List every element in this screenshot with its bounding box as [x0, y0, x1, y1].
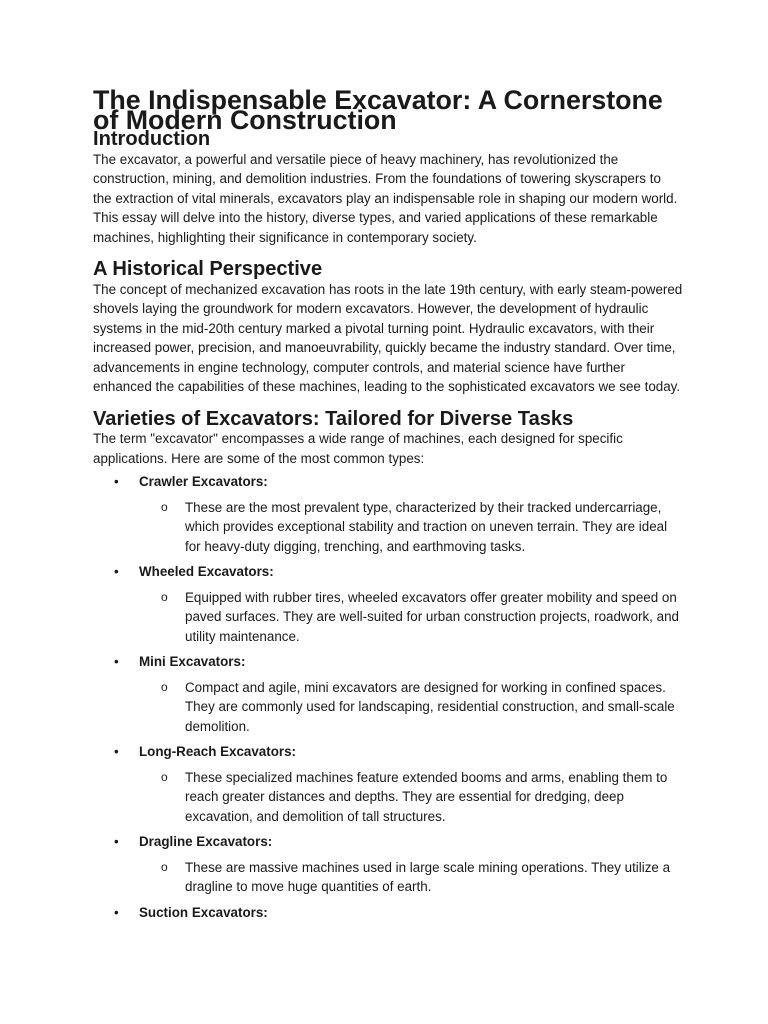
section-heading: Varieties of Excavators: Tailored for Diverse Tasks [93, 407, 574, 430]
type-name: Crawler Excavators: [139, 474, 268, 489]
bullet-icon: • [114, 654, 119, 669]
type-description: These are the most prevalent type, characterized by their tracked undercarriage, which provides exceptional stability and traction on uneven terrain. They are ideal for heavy-duty digging, trenching, and earthmoving tasks. [185, 499, 668, 554]
bullet-icon: • [114, 564, 119, 579]
list-item [93, 832, 683, 897]
sub-bullet-icon: o [161, 589, 168, 604]
sub-list-item [139, 768, 683, 827]
section-paragraph: The excavator, a powerful and versatile piece of heavy machinery, has revolutionized the construction, mining, and demolition industries. From the foundations of towering skyscrapers to the extraction of vital minerals, excavators play an indispensable role in shaping our modern world. This essay will delve into the history, diverse types, and varied applications of these remarkable machines, highlighting their significance in contemporary society. [93, 151, 678, 245]
bullet-icon: • [114, 474, 119, 489]
sub-bullet-icon: o [161, 859, 168, 874]
section-heading: A Historical Perspective [93, 258, 323, 280]
type-description: Compact and agile, mini excavators are designed for working in confined spaces. They are commonly used for landscaping, residential construction, and small-scale demolition. [185, 679, 675, 734]
type-name: Suction Excavators: [139, 904, 268, 920]
type-name: Long-Reach Excavators: [139, 744, 297, 759]
sub-bullet-icon: o [161, 769, 168, 784]
sub-list-item [139, 498, 683, 557]
list-item [93, 652, 683, 736]
sub-list-item [139, 858, 683, 897]
section-varieties [93, 407, 683, 923]
list-item [93, 562, 683, 646]
type-name: Mini Excavators: [139, 654, 246, 669]
section-heading: Introduction [93, 128, 211, 150]
section-history [93, 260, 683, 397]
document-title: The Indispensable Excavator: A Cornerstone of Modern Construction [93, 85, 663, 135]
bullet-icon: • [114, 904, 119, 920]
type-description: These specialized machines feature extended booms and arms, enabling them to reach greater distances and depths. They are essential for dredging, deep excavation, and demolition of tall structures. [185, 769, 668, 824]
sub-list-item [139, 678, 683, 737]
section-introduction [93, 130, 683, 247]
type-name: Dragline Excavators: [139, 834, 273, 849]
type-description: Equipped with rubber tires, wheeled excavators offer greater mobility and speed on paved surfaces. They are well-suited for urban construction projects, roadwork, and utility maintenance. [185, 589, 679, 644]
type-name: Wheeled Excavators: [139, 564, 274, 579]
bullet-icon: • [114, 834, 119, 849]
list-item [93, 472, 683, 556]
section-paragraph: The term "excavator" encompasses a wide range of machines, each designed for specific applications. Here are some of the most common types: [93, 431, 623, 466]
list-item [93, 742, 683, 826]
sub-bullet-icon: o [161, 679, 168, 694]
sub-bullet-icon: o [161, 499, 168, 514]
document-body [93, 85, 683, 922]
list-item [93, 903, 683, 923]
bullet-icon: • [114, 744, 119, 759]
sub-list-item [139, 588, 683, 647]
excavator-types-list [93, 472, 683, 922]
type-description: These are massive machines used in large scale mining operations. They utilize a dragline to move huge quantities of earth. [185, 859, 671, 894]
section-paragraph: The concept of mechanized excavation has roots in the late 19th century, with early steam-powered shovels laying the groundwork for modern excavators. However, the development of hydraulic systems in the mid-20th century marked a pivotal turning point. Hydraulic excavators, with their increased power, precision, and manoeuvrability, quickly became the industry standard. Over time, advancements in engine technology, computer controls, and material science have further enhanced the capabilities of these machines, leading to the sophisticated excavators we see today. [93, 281, 683, 394]
